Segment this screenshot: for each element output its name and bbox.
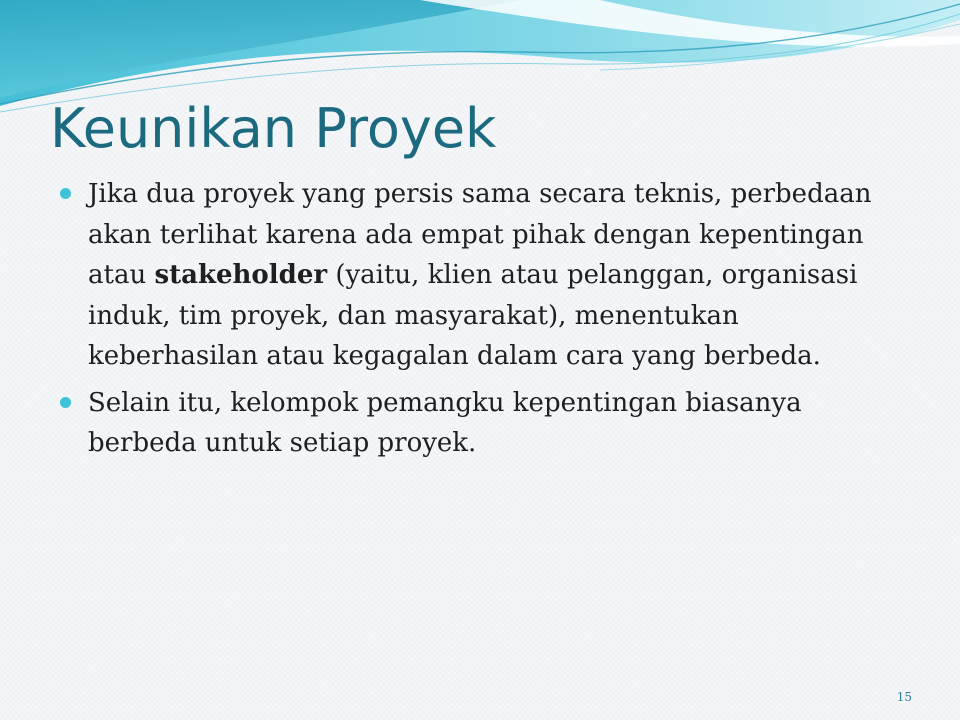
bullet-item (60, 383, 910, 464)
bullet-list (60, 174, 910, 470)
page-number: 15 (896, 690, 912, 704)
bullet-item (60, 174, 910, 377)
bullet-icon (60, 188, 71, 199)
bullet-icon (60, 397, 71, 408)
slide-title: Keunikan Proyek (50, 97, 497, 160)
bullet-text: Selain itu, kelompok pemangku kepentingan biasanya berbeda untuk setiap proyek. (88, 387, 802, 458)
bullet-emphasis: stakeholder (154, 260, 328, 290)
bullet-text: Jika dua proyek yang persis sama secara teknis, perbedaan akan terlihat karena ada empat pihak dengan kepentingan atau stakeholder (yaitu, klien atau pelanggan, organisasi induk, tim proyek, dan masyarakat), menentukan keberhasilan atau kegagalan dalam cara yang berbeda. (88, 179, 872, 371)
